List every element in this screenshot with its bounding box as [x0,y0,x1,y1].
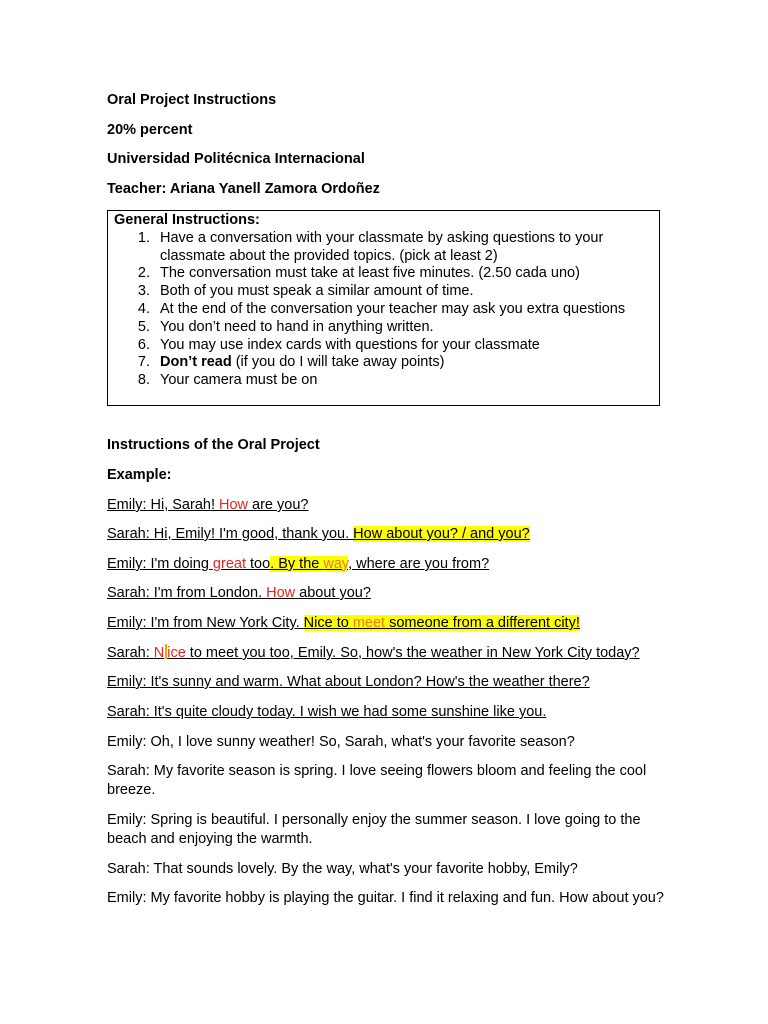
dialogue-line [107,644,667,663]
item-text [160,354,650,372]
dialogue-line: Emily: Spring is beautiful. I personally enjoy the summer season. I love going to the beach and enjoying the warmth. [107,812,641,847]
highlighted-orange-word: meet [352,615,386,631]
item-number: 8. [137,372,150,388]
item-text: Your camera must be on [160,372,318,388]
highlighted-text: . By the [270,556,324,572]
highlighted-text: Nice to [303,615,353,631]
red-word: N [153,645,165,661]
highlighted-orange-word: way [323,556,349,572]
item-text: Both of you must speak a similar amount of time. [160,283,474,299]
university-name: Universidad Politécnica Internacional [107,151,365,167]
dialogue-line: Emily: Oh, I love sunny weather! So, Sarah, what's your favorite season? [107,734,575,750]
line-text: too [245,556,271,572]
red-word: ice [167,645,186,661]
line-text: Sarah: Hi, Emily! I'm good, thank you. [107,526,354,542]
line-text: about you? [295,585,371,601]
item-number: 3. [137,283,150,299]
line-text: Sarah: [107,645,154,661]
line-text: are you? [248,497,309,513]
highlighted-text: someone from a different city! [385,615,580,631]
grade-percent: 20% percent [107,122,193,138]
item-rest-text: (if you do I will take away points) [231,354,445,370]
dialogue-line [107,496,667,515]
line-text: Emily: I'm from New York City. [107,615,304,631]
item-number: 5. [137,319,150,335]
item-text: Have a conversation with your classmate by asking questions to your classmate about the provided topics. (pick at least 2) [160,230,604,264]
line-text: Emily: Hi, Sarah! [107,497,219,513]
item-bold-text: Don’t read [160,354,232,370]
item-text: At the end of the conversation your teacher may ask you extra questions [160,301,626,317]
item-number: 7. [137,354,150,370]
item-text: You don’t need to hand in anything written. [160,319,434,335]
general-instructions-title: General Instructions: [114,212,260,228]
line-text: , where are you from? [348,556,490,572]
item-text: You may use index cards with questions for your classmate [160,337,540,353]
dialogue-line [107,584,667,603]
item-number: 4. [137,301,150,317]
dialogue-line: Sarah: It's quite cloudy today. I wish we had some sunshine like you. [107,704,547,720]
line-text: to meet you too, Emily. So, how's the weather in New York City today? [185,645,640,661]
dialogue-line [107,614,667,633]
item-number: 2. [137,265,150,281]
line-text: Sarah: I'm from London. [107,585,267,601]
line-text: Emily: I'm doing [107,556,213,572]
general-instructions-box [107,210,660,406]
dialogue-line: Emily: It's sunny and warm. What about London? How's the weather there? [107,674,590,690]
dialogue-line: Emily: My favorite hobby is playing the guitar. I find it relaxing and fun. How about you? [107,890,664,906]
dialogue-line: Sarah: That sounds lovely. By the way, what's your favorite hobby, Emily? [107,861,578,877]
item-text: The conversation must take at least five minutes. (2.50 cada uno) [160,265,580,281]
dialogue-line [107,525,667,544]
document-title: Oral Project Instructions [107,92,277,108]
item-number: 6. [137,337,150,353]
red-word: How [266,585,296,601]
dialogue-line: Sarah: My favorite season is spring. I love seeing flowers bloom and feeling the cool breeze. [107,763,647,798]
dialogue-line [107,555,667,574]
highlighted-text: How about you? / and you? [353,526,530,542]
item-number: 1. [137,230,150,246]
red-word: great [212,556,246,572]
example-label: Example: [107,467,172,483]
teacher-name: Teacher: Ariana Yanell Zamora Ordoñez [107,181,380,197]
red-word: How [219,497,249,513]
oral-project-heading: Instructions of the Oral Project [107,437,320,453]
